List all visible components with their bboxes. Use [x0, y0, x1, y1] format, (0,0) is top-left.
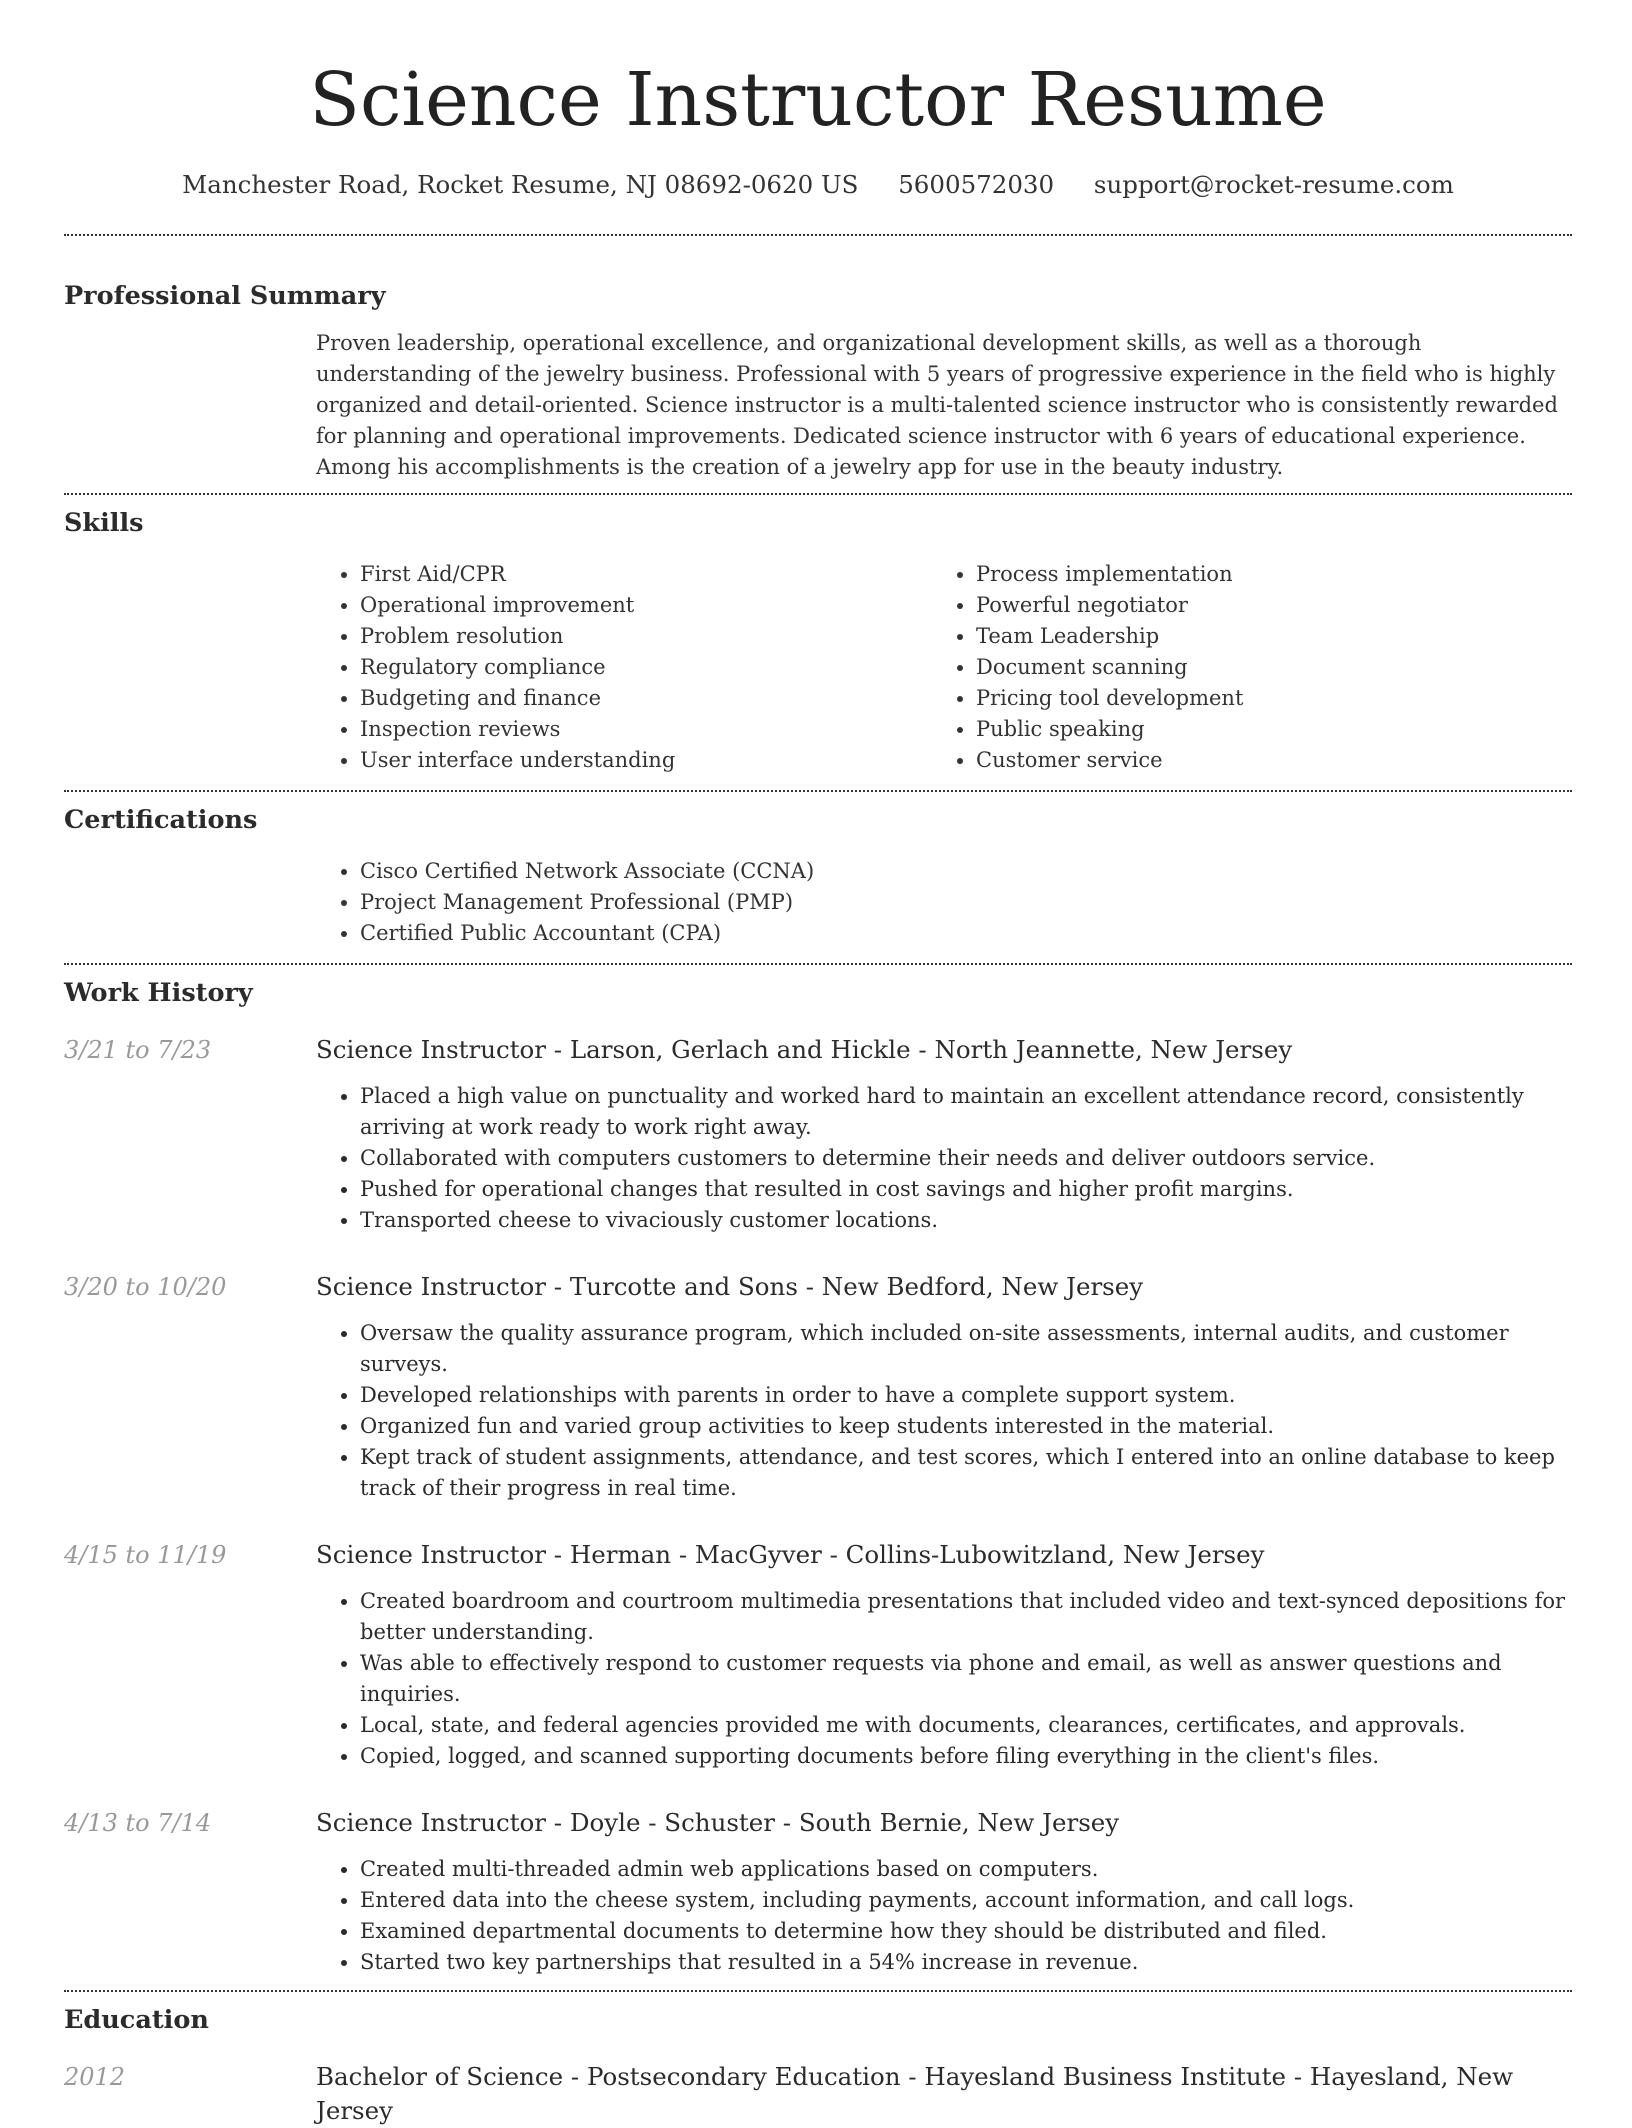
education-section — [64, 1992, 1572, 2128]
job-body — [316, 1806, 1572, 1978]
contact-phone: 5600572030 — [898, 170, 1055, 199]
job-bullet: • Started two key partnerships that resulted in a 54% increase in revenue. — [360, 1947, 1572, 1978]
education-entry — [64, 2060, 1572, 2128]
job-bullet: • Local, state, and federal agencies provided me with documents, clearances, certificates, and approvals. — [360, 1710, 1572, 1741]
job-body — [316, 1270, 1572, 1504]
certifications-heading: Certifications — [64, 805, 258, 835]
work-heading: Work History — [64, 978, 253, 1008]
resume-title: Science Instructor Resume — [309, 57, 1327, 143]
summary-heading: Professional Summary — [64, 281, 386, 311]
summary-section — [64, 236, 1572, 493]
skills-columns — [316, 559, 1572, 790]
job-bullet: • Was able to effectively respond to customer requests via phone and email, as well as answer questions and inquiries. — [360, 1648, 1572, 1710]
job-date: 3/20 to 10/20 — [64, 1273, 227, 1301]
job-bullets — [316, 1854, 1572, 1978]
skills-section — [64, 495, 1572, 790]
job-bullet: • Placed a high value on punctuality and worked hard to maintain an excellent attendance record, consistently arriving at work ready to work right away. — [360, 1081, 1572, 1143]
job-entry — [64, 1270, 1572, 1504]
job-bullet: • Pushed for operational changes that resulted in cost savings and higher profit margins. — [360, 1174, 1572, 1205]
job-bullet: • Collaborated with computers customers to determine their needs and deliver outdoors service. — [360, 1143, 1572, 1174]
job-bullet: • Oversaw the quality assurance program, which included on-site assessments, internal audits, and customer surveys. — [360, 1318, 1572, 1380]
summary-text: Proven leadership, operational excellence, and organizational development skills, as well as a thorough understanding of the jewelry business. Professional with 5 years of progressive experience in the field who is highly organized and detail-oriented. Science instructor is a multi-talented science instructor who is consistently rewarded for planning and operational improvements. Dedicated science instructor with 6 years of educational experience. Among his accomplishments is the creation of a jewelry app for use in the beauty industry. — [316, 331, 1558, 479]
skill-item: • Regulatory compliance — [360, 652, 932, 683]
job-title: Science Instructor - Herman - MacGyver - Collins-Lubowitzland, New Jersey — [316, 1540, 1265, 1569]
job-title: Science Instructor - Doyle - Schuster - South Bernie, New Jersey — [316, 1808, 1120, 1837]
job-date: 4/15 to 11/19 — [64, 1541, 227, 1569]
certification-item: • Certified Public Accountant (CPA) — [360, 918, 1572, 949]
skill-item: • Team Leadership — [976, 621, 1576, 652]
education-heading: Education — [64, 2005, 209, 2035]
job-bullets — [316, 1586, 1572, 1772]
skill-item: • Document scanning — [976, 652, 1576, 683]
certification-item: • Project Management Professional (PMP) — [360, 887, 1572, 918]
skill-item: • First Aid/CPR — [360, 559, 932, 590]
education-body — [316, 2060, 1572, 2128]
skill-item: • Powerful negotiator — [976, 590, 1576, 621]
job-body — [316, 1538, 1572, 1772]
education-degree: Bachelor of Science - Postsecondary Education - Hayesland Business Institute - Hayesland, New Jersey — [316, 2062, 1514, 2125]
job-entry — [64, 1033, 1572, 1236]
skill-item: • Inspection reviews — [360, 714, 932, 745]
job-title: Science Instructor - Turcotte and Sons - New Bedford, New Jersey — [316, 1272, 1144, 1301]
job-body — [316, 1033, 1572, 1236]
job-bullet: • Kept track of student assignments, attendance, and test scores, which I entered into an online database to keep track of their progress in real time. — [360, 1442, 1572, 1504]
job-bullets — [316, 1081, 1572, 1236]
work-section — [64, 965, 1572, 1990]
job-title: Science Instructor - Larson, Gerlach and Hickle - North Jeannette, New Jersey — [316, 1035, 1293, 1064]
certifications-list — [316, 856, 1572, 949]
contact-line — [64, 168, 1572, 202]
contact-address: Manchester Road, Rocket Resume, NJ 08692-0620 US — [182, 170, 859, 199]
job-date: 4/13 to 7/14 — [64, 1809, 212, 1837]
contact-email: support@rocket-resume.com — [1093, 170, 1454, 199]
job-bullet: • Examined departmental documents to determine how they should be distributed and filed. — [360, 1916, 1572, 1947]
skills-heading: Skills — [64, 508, 144, 538]
skills-list-left — [316, 559, 932, 776]
certifications-section — [64, 792, 1572, 963]
skill-item: • Customer service — [976, 745, 1576, 776]
certification-item: • Cisco Certified Network Associate (CCNA) — [360, 856, 1572, 887]
skill-item: • Problem resolution — [360, 621, 932, 652]
skill-item: • Operational improvement — [360, 590, 932, 621]
skill-item: • User interface understanding — [360, 745, 932, 776]
job-bullet: • Copied, logged, and scanned supporting documents before filing everything in the client's files. — [360, 1741, 1572, 1772]
skill-item: • Process implementation — [976, 559, 1576, 590]
education-date: 2012 — [64, 2063, 126, 2091]
skill-item: • Public speaking — [976, 714, 1576, 745]
skills-list-right — [932, 559, 1576, 776]
job-bullet: • Created boardroom and courtroom multimedia presentations that included video and text-synced depositions for better understanding. — [360, 1586, 1572, 1648]
job-bullet: • Organized fun and varied group activities to keep students interested in the material. — [360, 1411, 1572, 1442]
job-date: 3/21 to 7/23 — [64, 1036, 212, 1064]
resume-page — [64, 0, 1572, 2128]
job-bullet: • Created multi-threaded admin web applications based on computers. — [360, 1854, 1572, 1885]
job-entry — [64, 1538, 1572, 1772]
job-entry — [64, 1806, 1572, 1990]
job-bullets — [316, 1318, 1572, 1504]
skill-item: • Pricing tool development — [976, 683, 1576, 714]
job-bullet: • Developed relationships with parents in order to have a complete support system. — [360, 1380, 1572, 1411]
job-bullet: • Transported cheese to vivaciously customer locations. — [360, 1205, 1572, 1236]
job-bullet: • Entered data into the cheese system, including payments, account information, and call logs. — [360, 1885, 1572, 1916]
skill-item: • Budgeting and finance — [360, 683, 932, 714]
certifications-content — [316, 856, 1572, 963]
